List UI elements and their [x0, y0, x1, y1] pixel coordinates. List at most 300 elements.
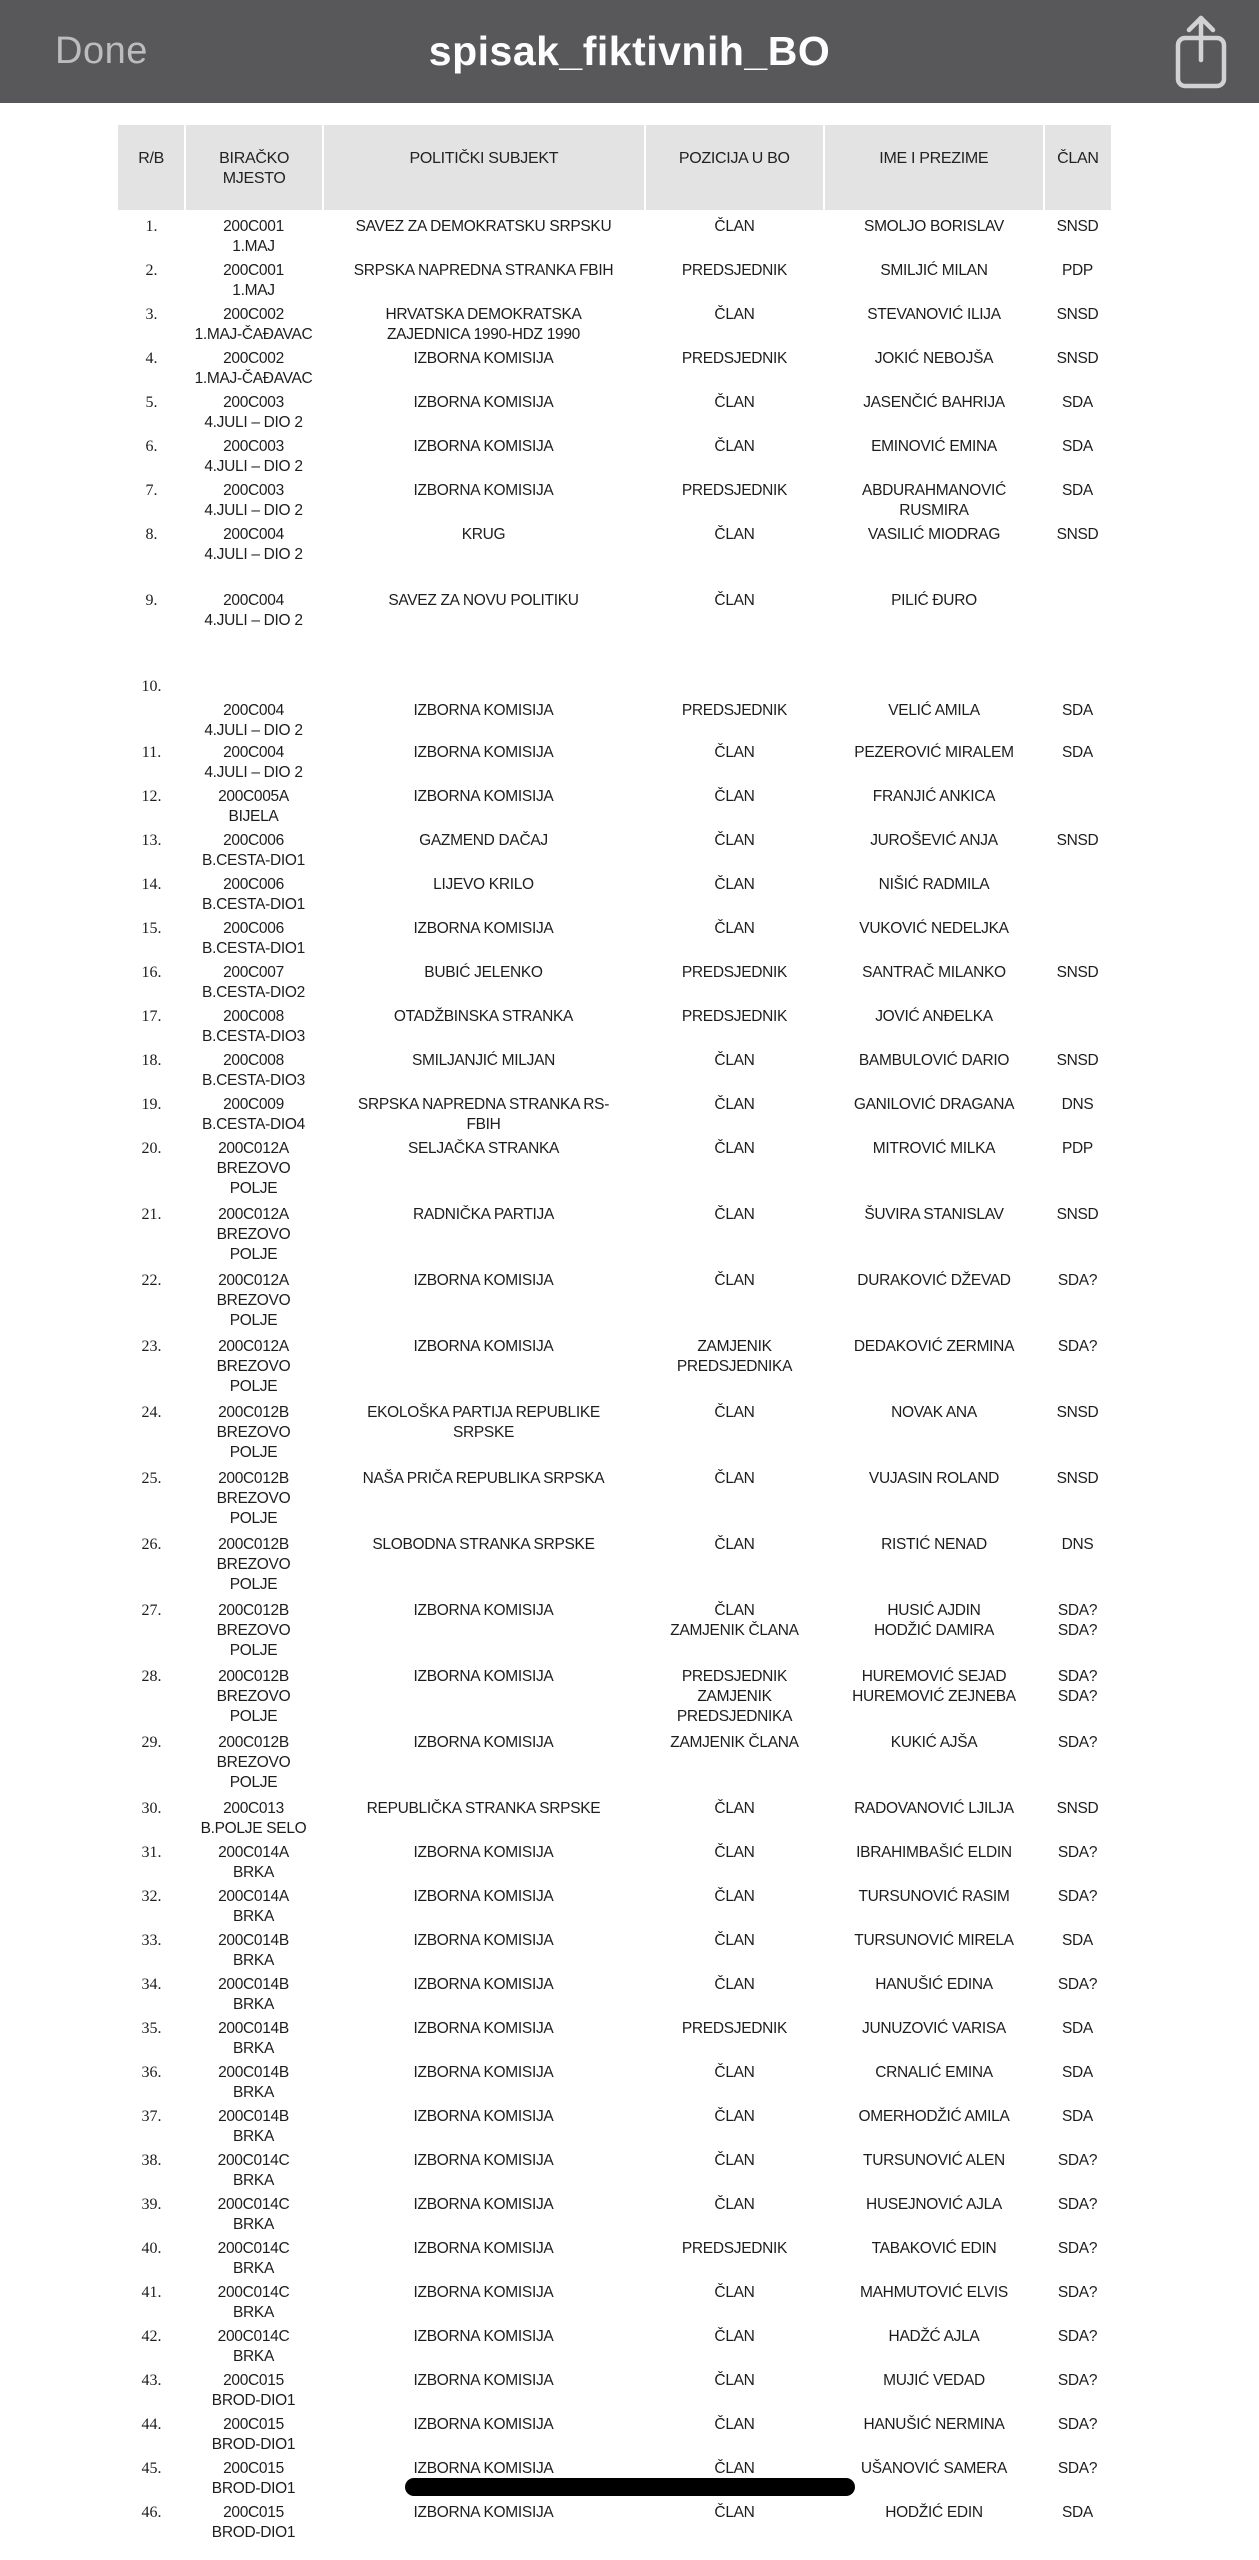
cell-politicki-subjekt — [322, 391, 645, 435]
cell-line: SNSD — [1056, 1404, 1099, 1421]
table-row — [118, 1731, 1111, 1797]
cell-rb — [118, 1005, 185, 1049]
cell-line: 26. — [141, 1536, 162, 1553]
cell-line: 4.JULI – DIO 2 — [204, 458, 303, 475]
cell-pozicija — [645, 2281, 824, 2325]
cell-line: 1.MAJ — [232, 282, 275, 299]
cell-line: 34. — [141, 1976, 162, 1993]
cell-line: ŠUVIRA STANISLAV — [864, 1206, 1004, 1223]
cell-rb — [118, 347, 185, 391]
cell-line: PREDSJEDNIKA — [676, 1708, 793, 1725]
cell-politicki-subjekt — [322, 917, 645, 961]
cell-line: 200C008 — [223, 1008, 284, 1025]
cell-line: ČLAN — [714, 2064, 755, 2081]
cell-line: HUREMOVIĆ SEJAD — [861, 1668, 1007, 1685]
cell-ime-prezime — [824, 589, 1044, 633]
cell-rb — [118, 215, 185, 259]
cell-biracko-mjesto — [185, 1665, 322, 1731]
cell-clan — [1044, 785, 1111, 829]
cell-line: SNSD — [1056, 306, 1099, 323]
cell-line: 200C012B — [218, 1668, 289, 1685]
table-row — [118, 1533, 1111, 1599]
cell-politicki-subjekt — [322, 1467, 645, 1533]
cell-line: ČLAN — [714, 1888, 755, 1905]
cell-politicki-subjekt — [322, 1049, 645, 1093]
cell-line: BRKA — [232, 1996, 274, 2013]
cell-line: PREDSJEDNIK — [681, 350, 788, 367]
cell-line: SDA? — [1057, 2196, 1098, 2213]
cell-line: SMOLJO BORISLAV — [864, 218, 1004, 235]
cell-politicki-subjekt — [322, 1665, 645, 1731]
cell-line: ČLAN — [714, 1096, 755, 1113]
cell-line: ČLAN — [714, 1052, 755, 1069]
cell-pozicija — [645, 1599, 824, 1665]
cell-ime-prezime — [824, 303, 1044, 347]
cell-clan — [1044, 1599, 1111, 1665]
cell-line: ABDURAHMANOVIĆ — [862, 482, 1006, 499]
cell-rb — [118, 1973, 185, 2017]
cell-rb — [118, 873, 185, 917]
cell-line: SNSD — [1056, 350, 1099, 367]
cell-pozicija — [645, 391, 824, 435]
cell-line: 200C003 — [223, 438, 284, 455]
cell-line: PDP — [1062, 1140, 1093, 1157]
cell-clan — [1044, 1401, 1111, 1467]
table-row — [118, 1005, 1111, 1049]
cell-line: IZBORNA KOMISIJA — [413, 2108, 554, 2125]
cell-line: PILIĆ ĐURO — [891, 592, 977, 609]
cell-biracko-mjesto — [185, 2061, 322, 2105]
cell-line: BREZOVO — [216, 1754, 291, 1771]
cell-ime-prezime — [824, 479, 1044, 523]
cell-pozicija — [645, 1885, 824, 1929]
cell-line: NOVAK ANA — [891, 1404, 977, 1421]
cell-politicki-subjekt — [322, 829, 645, 873]
cell-line: POLJE — [229, 1576, 278, 1593]
cell-pozicija — [645, 873, 824, 917]
cell-politicki-subjekt — [322, 523, 645, 567]
cell-biracko-mjesto — [185, 479, 322, 523]
cell-rb — [118, 1841, 185, 1885]
cell-line: SDA — [1062, 2504, 1093, 2521]
cell-line: SDA? — [1057, 1272, 1098, 1289]
table-row — [118, 2501, 1111, 2545]
cell-pozicija — [645, 2193, 824, 2237]
cell-clan — [1044, 2501, 1111, 2545]
cell-line: PREDSJEDNIK — [681, 2240, 788, 2257]
cell-line: 15. — [141, 920, 162, 937]
table-row — [118, 917, 1111, 961]
cell-ime-prezime — [824, 1049, 1044, 1093]
cell-ime-prezime — [824, 961, 1044, 1005]
cell-line: ČLAN — [714, 2196, 755, 2213]
cell-clan — [1044, 1885, 1111, 1929]
cell-line: 200C014B — [218, 1932, 289, 1949]
cell-pozicija — [645, 1973, 824, 2017]
cell-line: IZBORNA KOMISIJA — [413, 2416, 554, 2433]
cell-rb — [118, 2237, 185, 2281]
cell-line: SDA — [1062, 438, 1093, 455]
cell-pozicija — [645, 589, 824, 633]
cell-ime-prezime — [824, 1269, 1044, 1335]
cell-biracko-mjesto — [185, 2105, 322, 2149]
cell-line: 21. — [141, 1206, 162, 1223]
table-row — [118, 347, 1111, 391]
cell-line: BAMBULOVIĆ DARIO — [858, 1052, 1010, 1069]
cell-politicki-subjekt — [322, 1841, 645, 1885]
table-row — [118, 2369, 1111, 2413]
cell-line: IZBORNA KOMISIJA — [413, 744, 554, 761]
cell-clan — [1044, 873, 1111, 917]
table-row — [118, 2017, 1111, 2061]
cell-politicki-subjekt — [322, 1203, 645, 1269]
cell-ime-prezime — [824, 215, 1044, 259]
table-header-row — [118, 125, 1111, 210]
cell-line: ČLAN — [714, 744, 755, 761]
cell-line: BRKA — [232, 2260, 274, 2277]
cell-line: SDA — [1062, 2064, 1093, 2081]
table-row — [118, 2237, 1111, 2281]
cell-line: SNSD — [1056, 1470, 1099, 1487]
cell-line: NIŠIĆ RADMILA — [878, 876, 990, 893]
cell-line: 45. — [141, 2460, 162, 2477]
cell-rb — [118, 2017, 185, 2061]
cell-line: KRUG — [461, 526, 506, 543]
cell-line: 19. — [141, 1096, 162, 1113]
cell-politicki-subjekt — [322, 2501, 645, 2545]
cell-clan — [1044, 2105, 1111, 2149]
cell-line: MAHMUTOVIĆ ELVIS — [860, 2284, 1008, 2301]
cell-line: 200C012A — [218, 1338, 289, 1355]
cell-clan — [1044, 2325, 1111, 2369]
cell-line: 200C014A — [218, 1844, 289, 1861]
cell-rb — [118, 1731, 185, 1797]
cell-biracko-mjesto — [185, 391, 322, 435]
cell-line: 36. — [141, 2064, 162, 2081]
cell-rb — [118, 1533, 185, 1599]
cell-line: SDA? — [1057, 2372, 1098, 2389]
cell-line: HUREMOVIĆ ZEJNEBA — [852, 1688, 1016, 1705]
cell-line: 14. — [141, 876, 162, 893]
cell-rb — [118, 1401, 185, 1467]
cell-line: 200C014C — [217, 2284, 290, 2301]
cell-line: SDA? — [1057, 2240, 1098, 2257]
cell-line: SAVEZ ZA NOVU POLITIKU — [388, 592, 579, 609]
cell-ime-prezime — [824, 1467, 1044, 1533]
cell-line: PREDSJEDNIK — [681, 702, 788, 719]
cell-line: 22. — [141, 1272, 162, 1289]
cell-line: 1.MAJ-ČAĐAVAC — [194, 370, 313, 387]
cell-biracko-mjesto — [185, 2193, 322, 2237]
cell-line: 32. — [141, 1888, 162, 1905]
cell-line: JOVIĆ ANĐELKA — [875, 1008, 993, 1025]
cell-pozicija — [645, 1335, 824, 1401]
cell-line: ČLAN — [714, 306, 755, 323]
cell-politicki-subjekt — [322, 1269, 645, 1335]
cell-line: B.CESTA-DIO3 — [202, 1072, 305, 1089]
spreadsheet — [118, 125, 1111, 2545]
cell-biracko-mjesto — [185, 1929, 322, 1973]
cell-line: ČLAN — [714, 1602, 755, 1619]
cell-line: VUKOVIĆ NEDELJKA — [859, 920, 1009, 937]
cell-line: BROD-DIO1 — [211, 2480, 296, 2497]
cell-line: DNS — [1061, 1096, 1094, 1113]
table-row — [118, 2061, 1111, 2105]
table-row — [118, 589, 1111, 633]
cell-pozicija — [645, 259, 824, 303]
page-title: spisak_fiktivnih_BO — [428, 28, 831, 74]
cell-biracko-mjesto — [185, 2237, 322, 2281]
cell-line — [1044, 919, 1111, 939]
cell-line: PREDSJEDNIK — [681, 2020, 788, 2037]
cell-line: VUJASIN ROLAND — [868, 1470, 1000, 1487]
table-row — [118, 1929, 1111, 1973]
cell-politicki-subjekt — [322, 2369, 645, 2413]
cell-line: 200C004 — [223, 744, 284, 761]
cell-pozicija — [645, 2237, 824, 2281]
table-row — [118, 1599, 1111, 1665]
cell-line: VASILIĆ MIODRAG — [867, 526, 1001, 543]
cell-ime-prezime — [824, 1973, 1044, 2017]
done-button[interactable]: Done — [55, 30, 148, 72]
cell-line: ČLAN — [714, 2108, 755, 2125]
cell-ime-prezime — [824, 917, 1044, 961]
cell-line: ZAMJENIK — [697, 1338, 772, 1355]
cell-line — [1044, 591, 1111, 611]
cell-politicki-subjekt — [322, 1797, 645, 1841]
cell-line: PREDSJEDNIK — [681, 1008, 788, 1025]
cell-line: PREDSJEDNIKA — [676, 1358, 793, 1375]
cell-line: ČLAN — [714, 438, 755, 455]
cell-line: LIJEVO KRILO — [433, 876, 534, 893]
table-row — [118, 1885, 1111, 1929]
cell-line: SAVEZ ZA DEMOKRATSKU SRPSKU — [355, 218, 612, 235]
cell-rb — [118, 391, 185, 435]
cell-pozicija — [645, 2369, 824, 2413]
cell-line: IZBORNA KOMISIJA — [413, 482, 554, 499]
cell-line: IZBORNA KOMISIJA — [413, 1888, 554, 1905]
cell-line: SDA — [1062, 394, 1093, 411]
cell-line: 39. — [141, 2196, 162, 2213]
cell-ime-prezime — [824, 2105, 1044, 2149]
cell-line: PDP — [1062, 262, 1093, 279]
cell-politicki-subjekt — [322, 2149, 645, 2193]
cell-line: BREZOVO — [216, 1424, 291, 1441]
cell-line: 31. — [141, 1844, 162, 1861]
cell-line: POLJE — [229, 1180, 278, 1197]
cell-line: STEVANOVIĆ ILIJA — [867, 306, 1001, 323]
cell-line: DURAKOVIĆ DŽEVAD — [857, 1272, 1011, 1289]
cell-pozicija — [645, 215, 824, 259]
cell-line: POLJE — [229, 1378, 278, 1395]
cell-line: ČLAN — [714, 2284, 755, 2301]
cell-line: IZBORNA KOMISIJA — [413, 2504, 554, 2521]
cell-rb — [118, 1599, 185, 1665]
cell-line: 18. — [141, 1052, 162, 1069]
cell-line: OTADŽBINSKA STRANKA — [393, 1008, 574, 1025]
table-row — [118, 1137, 1111, 1203]
cell-pozicija — [645, 303, 824, 347]
cell-clan — [1044, 1203, 1111, 1269]
cell-clan — [1044, 741, 1111, 785]
cell-politicki-subjekt — [322, 785, 645, 829]
cell-line: 200C012B — [218, 1536, 289, 1553]
cell-biracko-mjesto — [185, 1467, 322, 1533]
cell-biracko-mjesto — [185, 2413, 322, 2457]
cell-ime-prezime — [824, 1665, 1044, 1731]
cell-line: SDA — [1062, 1932, 1093, 1949]
cell-politicki-subjekt — [322, 1885, 645, 1929]
cell-line: 200C015 — [223, 2372, 284, 2389]
cell-clan — [1044, 215, 1111, 259]
cell-line: EKOLOŠKA PARTIJA REPUBLIKE — [367, 1404, 600, 1421]
cell-clan — [1044, 1005, 1111, 1049]
cell-clan — [1044, 1093, 1111, 1137]
cell-line: IZBORNA KOMISIJA — [413, 394, 554, 411]
cell-ime-prezime — [824, 435, 1044, 479]
table-row — [118, 1797, 1111, 1841]
cell-line: 4.JULI – DIO 2 — [204, 546, 303, 563]
cell-line: SLOBODNA STRANKA SRPSKE — [372, 1536, 595, 1553]
cell-line: IZBORNA KOMISIJA — [413, 2460, 554, 2477]
cell-line: IZBORNA KOMISIJA — [413, 1668, 554, 1685]
cell-clan — [1044, 2061, 1111, 2105]
cell-clan — [1044, 589, 1111, 633]
cell-rb — [118, 523, 185, 567]
cell-clan — [1044, 1841, 1111, 1885]
cell-clan — [1044, 2281, 1111, 2325]
cell-pozicija — [645, 2061, 824, 2105]
cell-ime-prezime — [824, 741, 1044, 785]
table-row — [118, 873, 1111, 917]
cell-line: ČLAN — [714, 1536, 755, 1553]
cell-line: BROD-DIO1 — [211, 2436, 296, 2453]
cell-line: SDA? — [1057, 2152, 1098, 2169]
cell-line: BRKA — [232, 2304, 274, 2321]
cell-line: TABAKOVIĆ EDIN — [871, 2240, 997, 2257]
cell-line: 200C014C — [217, 2240, 290, 2257]
cell-line: TURSUNOVIĆ MIRELA — [854, 1932, 1014, 1949]
cell-ime-prezime — [824, 2017, 1044, 2061]
cell-pozicija — [645, 435, 824, 479]
cell-line: HODŽIĆ EDIN — [885, 2504, 983, 2521]
cell-line: 4. — [145, 350, 158, 367]
cell-pozicija — [645, 1797, 824, 1841]
cell-line: 16. — [141, 964, 162, 981]
cell-rb — [118, 1665, 185, 1731]
cell-pozicija — [645, 2413, 824, 2457]
cell-line: PEZEROVIĆ MIRALEM — [854, 744, 1014, 761]
cell-line: BREZOVO — [216, 1490, 291, 1507]
cell-biracko-mjesto — [185, 347, 322, 391]
table-row — [118, 2105, 1111, 2149]
cell-pozicija — [645, 829, 824, 873]
cell-pozicija — [645, 2017, 824, 2061]
cell-line: ČLAN — [714, 1932, 755, 1949]
cell-line: VELIĆ AMILA — [888, 702, 980, 719]
cell-line: ČLAN — [714, 218, 755, 235]
share-button[interactable] — [1161, 12, 1241, 92]
cell-pozicija — [645, 2105, 824, 2149]
cell-line: SDA? — [1057, 1668, 1098, 1685]
cell-line: B.CESTA-DIO2 — [202, 984, 305, 1001]
cell-line: SDA? — [1057, 1622, 1098, 1639]
cell-line: BROD-DIO1 — [211, 2524, 296, 2541]
cell-line: KUKIĆ AJŠA — [890, 1734, 978, 1751]
cell-line: SRPSKE — [452, 1424, 515, 1441]
cell-biracko-mjesto — [185, 1533, 322, 1599]
cell-line: 4.JULI – DIO 2 — [204, 414, 303, 431]
cell-line: 200C008 — [223, 1052, 284, 1069]
table-row — [118, 479, 1111, 523]
table-row — [118, 1203, 1111, 1269]
cell-line: IZBORNA KOMISIJA — [413, 1734, 554, 1751]
cell-biracko-mjesto — [185, 303, 322, 347]
cell-line: B.CESTA-DIO1 — [202, 940, 305, 957]
cell-line: 1. — [145, 218, 158, 235]
cell-clan — [1044, 391, 1111, 435]
cell-clan — [1044, 1973, 1111, 2017]
cell-ime-prezime — [824, 1401, 1044, 1467]
table-row — [118, 1467, 1111, 1533]
cell-line: HUSIĆ AJDIN — [887, 1602, 981, 1619]
cell-clan — [1044, 2017, 1111, 2061]
cell-line: IZBORNA KOMISIJA — [413, 2328, 554, 2345]
cell-pozicija — [645, 523, 824, 567]
cell-line: ZAMJENIK ČLANA — [670, 1622, 799, 1639]
cell-ime-prezime — [824, 1137, 1044, 1203]
cell-line: ČLAN — [714, 2152, 755, 2169]
cell-biracko-mjesto — [185, 1137, 322, 1203]
cell-line: SDA? — [1057, 1602, 1098, 1619]
cell-politicki-subjekt — [322, 1731, 645, 1797]
table-body — [118, 210, 1111, 2545]
cell-biracko-mjesto — [185, 1093, 322, 1137]
cell-line: 41. — [141, 2284, 162, 2301]
cell-politicki-subjekt — [322, 2105, 645, 2149]
cell-line: SDA? — [1057, 1734, 1098, 1751]
cell-rb — [118, 917, 185, 961]
cell-line: 4.JULI – DIO 2 — [204, 764, 303, 781]
cell-line: 44. — [141, 2416, 162, 2433]
cell-ime-prezime — [824, 347, 1044, 391]
cell-ime-prezime — [824, 2413, 1044, 2457]
cell-line: BRKA — [232, 2172, 274, 2189]
cell-biracko-mjesto — [185, 435, 322, 479]
cell-line: SMILJIĆ MILAN — [880, 262, 988, 279]
cell-ime-prezime — [824, 2369, 1044, 2413]
cell-line: HANUŠIĆ EDINA — [875, 1976, 993, 1993]
cell-line: 24. — [141, 1404, 162, 1421]
cell-line: NAŠA PRIČA REPUBLIKA SRPSKA — [362, 1470, 605, 1487]
cell-line: SDA? — [1057, 1844, 1098, 1861]
cell-politicki-subjekt — [322, 589, 645, 633]
cell-clan — [1044, 917, 1111, 961]
cell-line: TURSUNOVIĆ ALEN — [863, 2152, 1005, 2169]
cell-line: SDA — [1062, 744, 1093, 761]
cell-biracko-mjesto — [185, 1269, 322, 1335]
cell-line — [1044, 787, 1111, 807]
table-row — [118, 1093, 1111, 1137]
column-header: ČLAN — [1045, 125, 1111, 210]
cell-line: 200C012B — [218, 1404, 289, 1421]
cell-line: POLJE — [229, 1312, 278, 1329]
cell-clan — [1044, 1049, 1111, 1093]
cell-line: IZBORNA KOMISIJA — [413, 2240, 554, 2257]
cell-clan — [1044, 1467, 1111, 1533]
cell-line: DEDAKOVIĆ ZERMINA — [853, 1338, 1015, 1355]
table-row — [118, 675, 1111, 741]
